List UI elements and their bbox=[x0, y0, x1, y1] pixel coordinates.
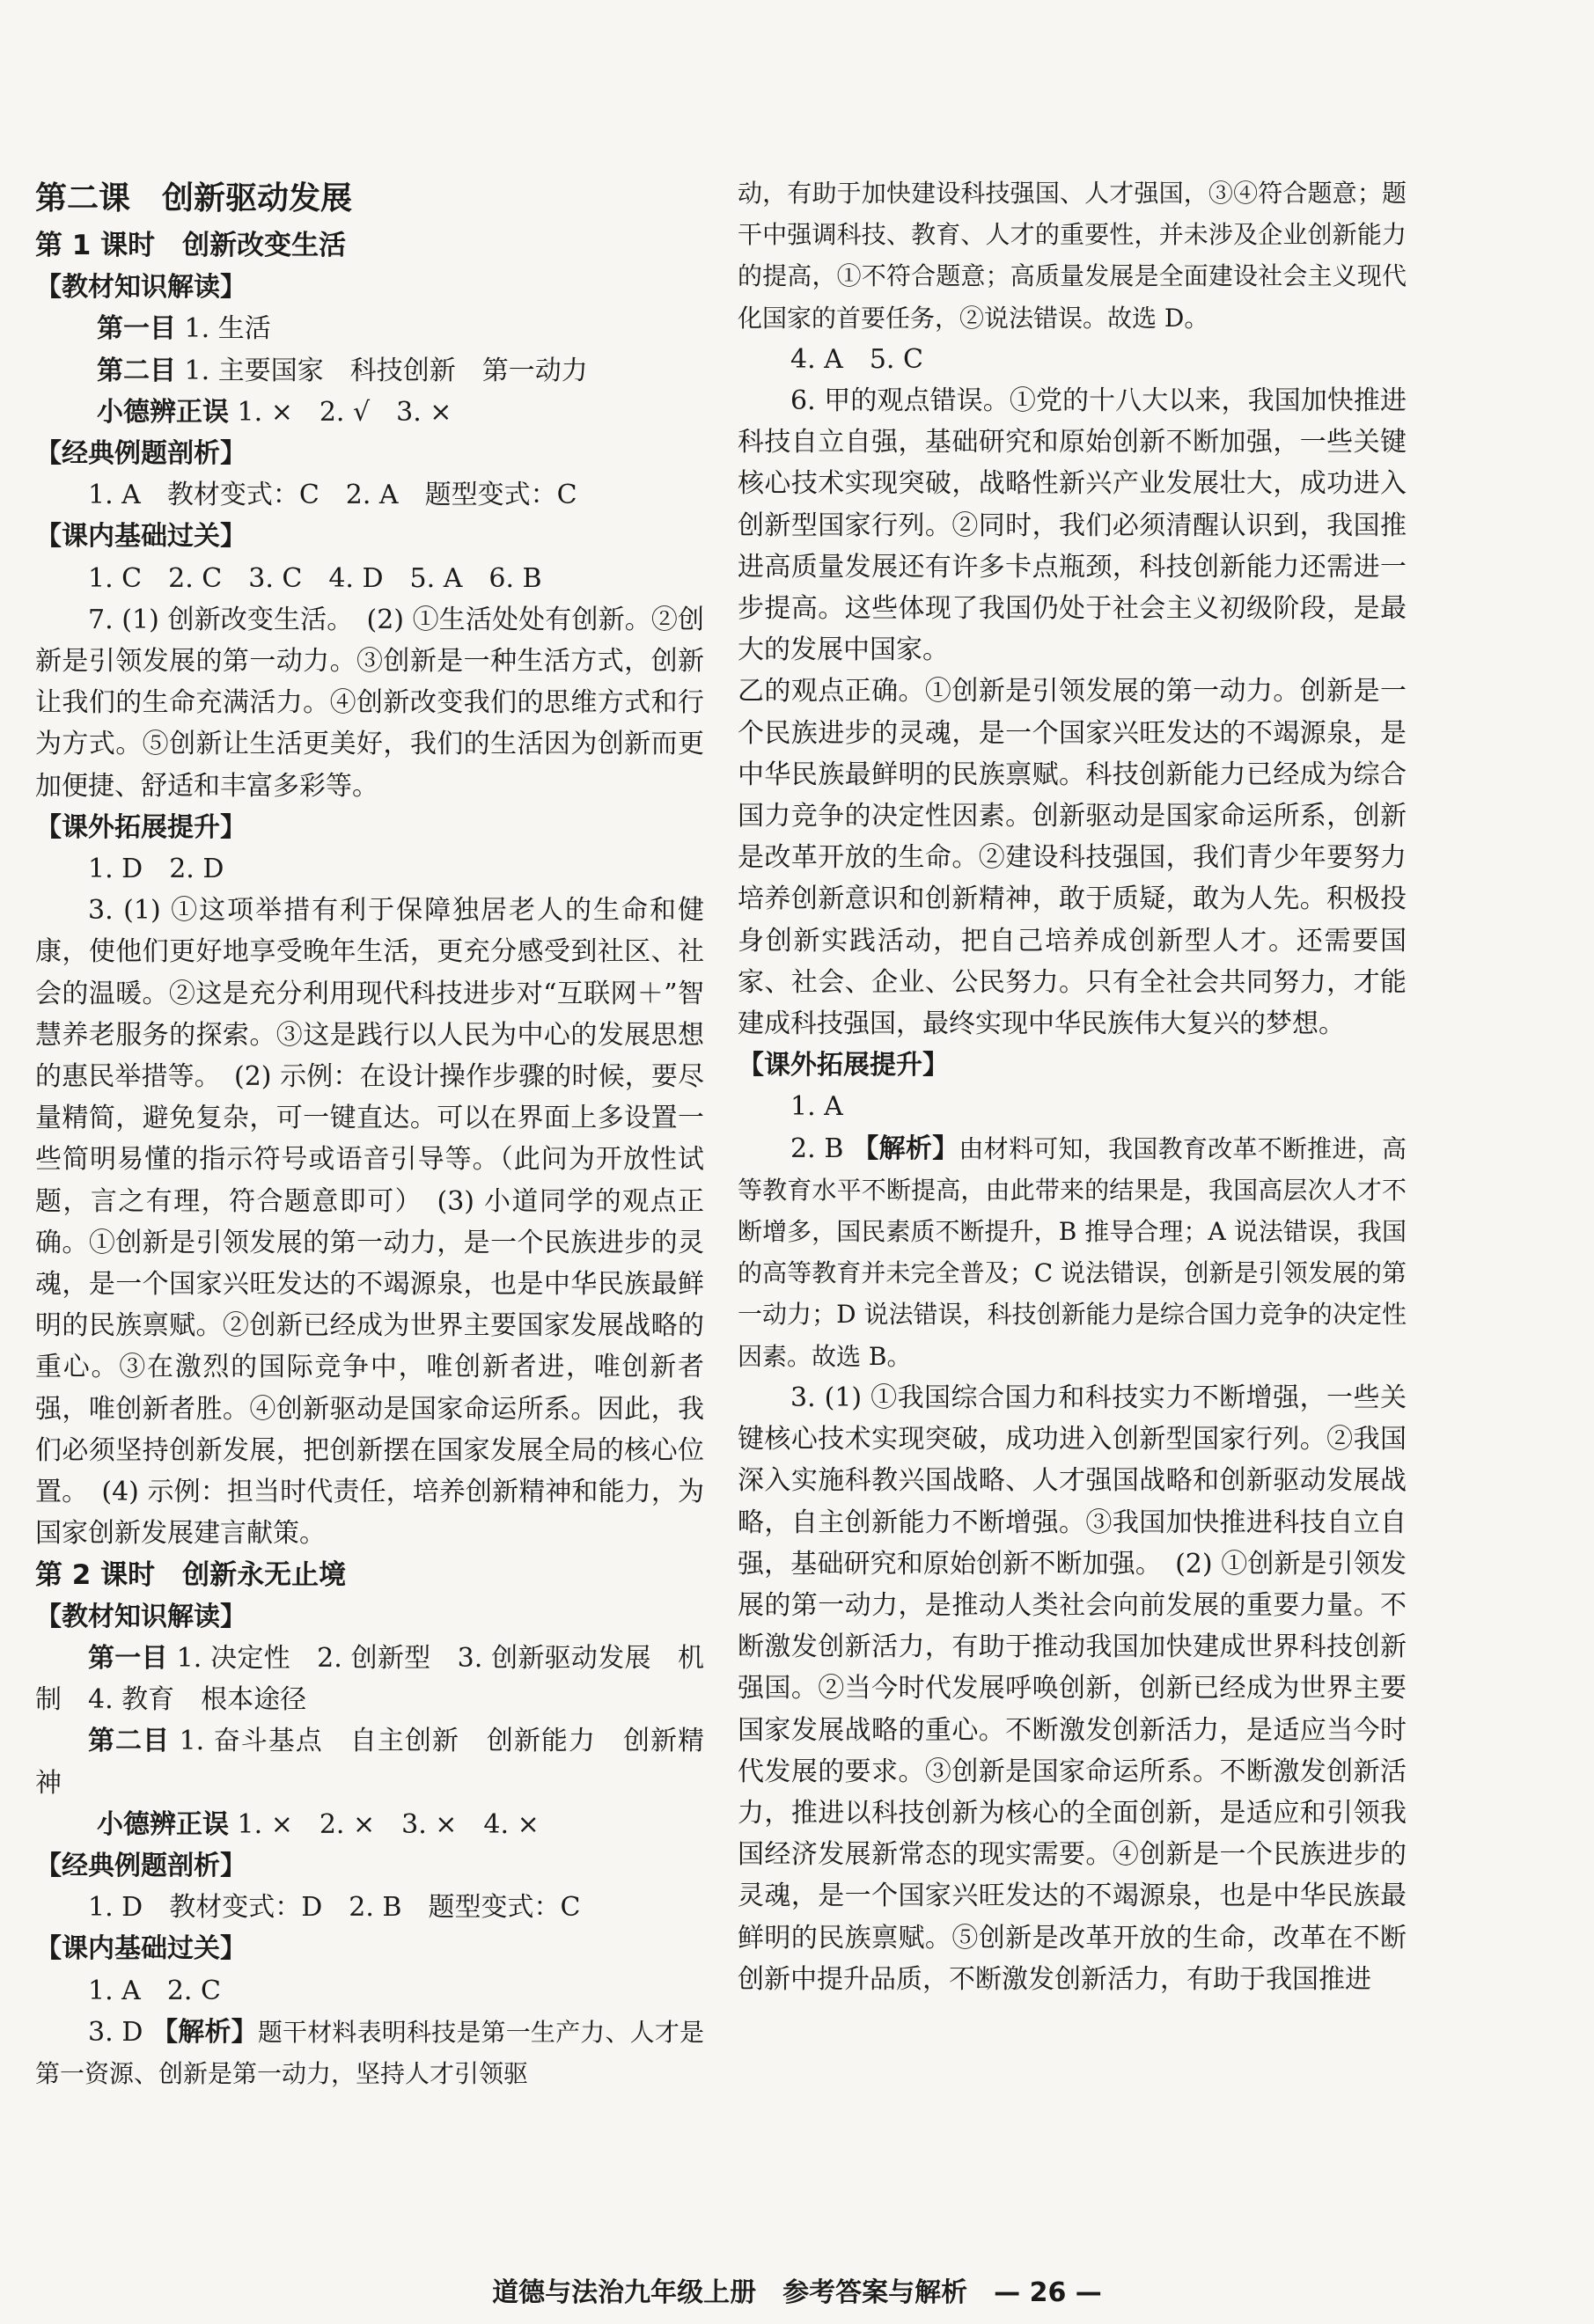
answer-line bbox=[35, 1804, 704, 1845]
answer-paragraph: 动，有助于加快建设科技强国、人才强国，③④符合题意；题干中强调科技、教育、人才的重要性，并未涉及企业创新能力的提高，①不符合题意；高质量发展是全面建设社会主义现代化国家的首要任务，②说法错误。故选 D。 bbox=[738, 179, 1407, 333]
section-heading: 【教材知识解读】 bbox=[35, 1601, 246, 1632]
section-heading: 【教材知识解读】 bbox=[35, 272, 246, 304]
left-column bbox=[35, 172, 704, 2094]
page-footer: 道德与法治九年级上册 参考答案与解析 — 26 — bbox=[492, 2277, 1102, 2308]
answer-paragraph: 乙的观点正确。①创新是引领发展的第一动力。创新是一个民族进步的灵魂，是一个国家兴旺发达的不竭源泉，是中华民族最鲜明的民族禀赋。科技创新能力已经成为综合国力竞争的决定性因素。创新驱动是国家命运所系，创新是改革开放的生命。②建设科技强国，我们青少年要努力培养创新意识和创新精神，敢于质疑，敢为人先。积极投身创新实践活动，把自己培养成创新型人才。还需要国家、社会、企业、公民努力。只有全社会共同努力，才能建成科技强国，最终实现中华民族伟大复兴的梦想。 bbox=[738, 676, 1407, 1040]
answer-text: 1. 主要国家 科技创新 第一动力 bbox=[176, 355, 588, 386]
section-heading: 【经典例题剖析】 bbox=[35, 1850, 246, 1881]
answer-line bbox=[35, 1720, 704, 1803]
answer-text: 1. × 2. √ 3. × bbox=[229, 396, 452, 428]
answer-line bbox=[35, 308, 704, 349]
section-heading: 【经典例题剖析】 bbox=[35, 438, 246, 470]
answer-line bbox=[35, 1638, 704, 1720]
item-label: 第一目 bbox=[97, 313, 176, 345]
answer-text: 1. 决定性 2. 创新型 3. 创新驱动发展 机制 4. 教育 根本途径 bbox=[35, 1642, 705, 1716]
answer-paragraph: 6. 甲的观点错误。①党的十八大以来，我国加快推进科技自立自强，基础研究和原始创新不断加强，一些关键核心技术实现突破，战略性新兴产业发展壮大，成功进入创新型国家行列。②同时，我们必须清醒认识到，我国推进高质量发展还有许多卡点瓶颈，科技创新能力还需进一步提高。这些体现了我国仍处于社会主义初级阶段，是最大的发展中国家。 bbox=[738, 385, 1407, 666]
analysis-tag: 【解析】 bbox=[151, 2016, 258, 2048]
lesson1-heading: 第 1 课时 创新改变生活 bbox=[35, 230, 347, 261]
answer-line: 1. D 教材变式：D 2. B 题型变式：C bbox=[88, 1892, 581, 1924]
answer-line: 1. A 教材变式：C 2. A 题型变式：C bbox=[88, 480, 577, 511]
item-label: 小德辨正误 bbox=[97, 1808, 229, 1840]
item-label: 第二目 bbox=[97, 355, 176, 386]
item-label: 第二目 bbox=[88, 1726, 171, 1757]
answer-line bbox=[35, 392, 704, 433]
analysis-text: 由材料可知，我国教育改革不断推进，高等教育水平不断提高，由此带来的结果是，我国高层次人才不断增多，国民素质不断提升，B 推导合理；A 说法错误，我国的高等教育并未完全普及；C 说法错误，创新是引领发展的第一动力；D 说法错误，科技创新能力是综合国力竞争的决定性因素。故选 B。 bbox=[738, 1133, 1407, 1371]
answer-line bbox=[35, 350, 704, 392]
analysis-tag: 【解析】 bbox=[852, 1133, 959, 1164]
lesson2-heading: 第 2 课时 创新永无止境 bbox=[35, 1558, 347, 1591]
answer-text: 2. B bbox=[790, 1133, 853, 1164]
section-heading: 【课外拓展提升】 bbox=[35, 811, 246, 843]
section-heading: 【课内基础过关】 bbox=[35, 1933, 246, 1965]
answer-line: 1. A bbox=[790, 1091, 843, 1123]
answer-paragraph bbox=[35, 2012, 704, 2094]
answer-text: 1. 生活 bbox=[176, 313, 271, 345]
answer-line: 1. A 2. C bbox=[88, 1975, 221, 2006]
item-label: 小德辨正误 bbox=[97, 396, 229, 428]
answer-paragraph: 3. (1) ①这项举措有利于保障独居老人的生命和健康，使他们更好地享受晚年生活，更充分感受到社区、社会的温暖。②这是充分利用现代科技进步对“互联网＋”智慧养老服务的探索。③这是践行以人民为中心的发展思想的惠民举措等。 (2) 示例：在设计操作步骤的时候，要尽量精简，避免复杂，可一键直达。可以在界面上多设置一些简明易懂的指示符号或语音引导等。（此问为开放性试题，言之有理，符合题意即可） (3) 小道同学的观点正确。①创新是引领发展的第一动力，是一个民族进步的灵魂，是一个国家兴旺发达的不竭源泉，也是中华民族最鲜明的民族禀赋。②创新已经成为世界主要国家发展战略的重心。③在激烈的国际竞争中，唯创新者进，唯创新者强，唯创新者胜。④创新驱动是国家命运所系。因此，我们必须坚持创新发展，把创新摆在国家发展全局的核心位置。 (4) 示例：担当时代责任，培养创新精神和能力，为国家创新发展建言献策。 bbox=[35, 895, 704, 1550]
item-label: 第一目 bbox=[88, 1642, 168, 1674]
answer-text: 1. 奋斗基点 自主创新 创新能力 创新精神 bbox=[35, 1726, 704, 1799]
answer-paragraph: 7. (1) 创新改变生活。 (2) ①生活处处有创新。②创新是引领发展的第一动力。③创新是一种生活方式，创新让我们的生命充满活力。④创新改变我们的思维方式和行为方式。⑤创新让生活更美好，我们的生活因为创新而更加便捷、舒适和丰富多彩等。 bbox=[35, 604, 704, 802]
section-heading: 【课内基础过关】 bbox=[35, 521, 246, 553]
answer-paragraph: 3. (1) ①我国综合国力和科技实力不断增强，一些关键核心技术实现突破，成功进入创新型国家行列。②我国深入实施科教兴国战略、人才强国战略和创新驱动发展战略，自主创新能力不断增强。③我国加快推进科技自立自强，基础研究和原始创新不断加强。 (2) ①创新是引领发展的第一动力，是推动人类社会向前发展的重要力量。不断激发创新活力，有助于推动我国加快建成世界科技创新强国。②当今时代发展呼唤创新，创新已经成为世界主要国家发展战略的重心。不断激发创新活力，是适应当今时代发展的要求。③创新是国家命运所系。不断激发创新活力，推进以科技创新为核心的全面创新，是适应和引领我国经济发展新常态的现实需要。④创新是一个民族进步的灵魂，是一个国家兴旺发达的不竭源泉，也是中华民族最鲜明的民族禀赋。⑤创新是改革开放的生命，改革在不断创新中提升品质，不断激发创新活力，有助于我国推进 bbox=[738, 1382, 1407, 1995]
answer-text: 3. D bbox=[88, 2016, 152, 2048]
answer-line: 4. A 5. C bbox=[790, 343, 923, 375]
lesson-title: 第二课 创新驱动发展 bbox=[35, 180, 353, 216]
answer-line: 1. D 2. D bbox=[88, 854, 224, 885]
answer-line: 1. C 2. C 3. C 4. D 5. A 6. B bbox=[88, 562, 542, 594]
answer-text: 1. × 2. × 3. × 4. × bbox=[229, 1808, 540, 1840]
analysis-text: 题干材料表明科技是第一生产力、人才是第一资源、创新是第一动力，坚持人才引领驱 bbox=[35, 2017, 705, 2088]
answer-paragraph bbox=[738, 1128, 1407, 1377]
section-heading: 【课外拓展提升】 bbox=[738, 1050, 949, 1081]
right-column bbox=[738, 172, 1407, 2000]
